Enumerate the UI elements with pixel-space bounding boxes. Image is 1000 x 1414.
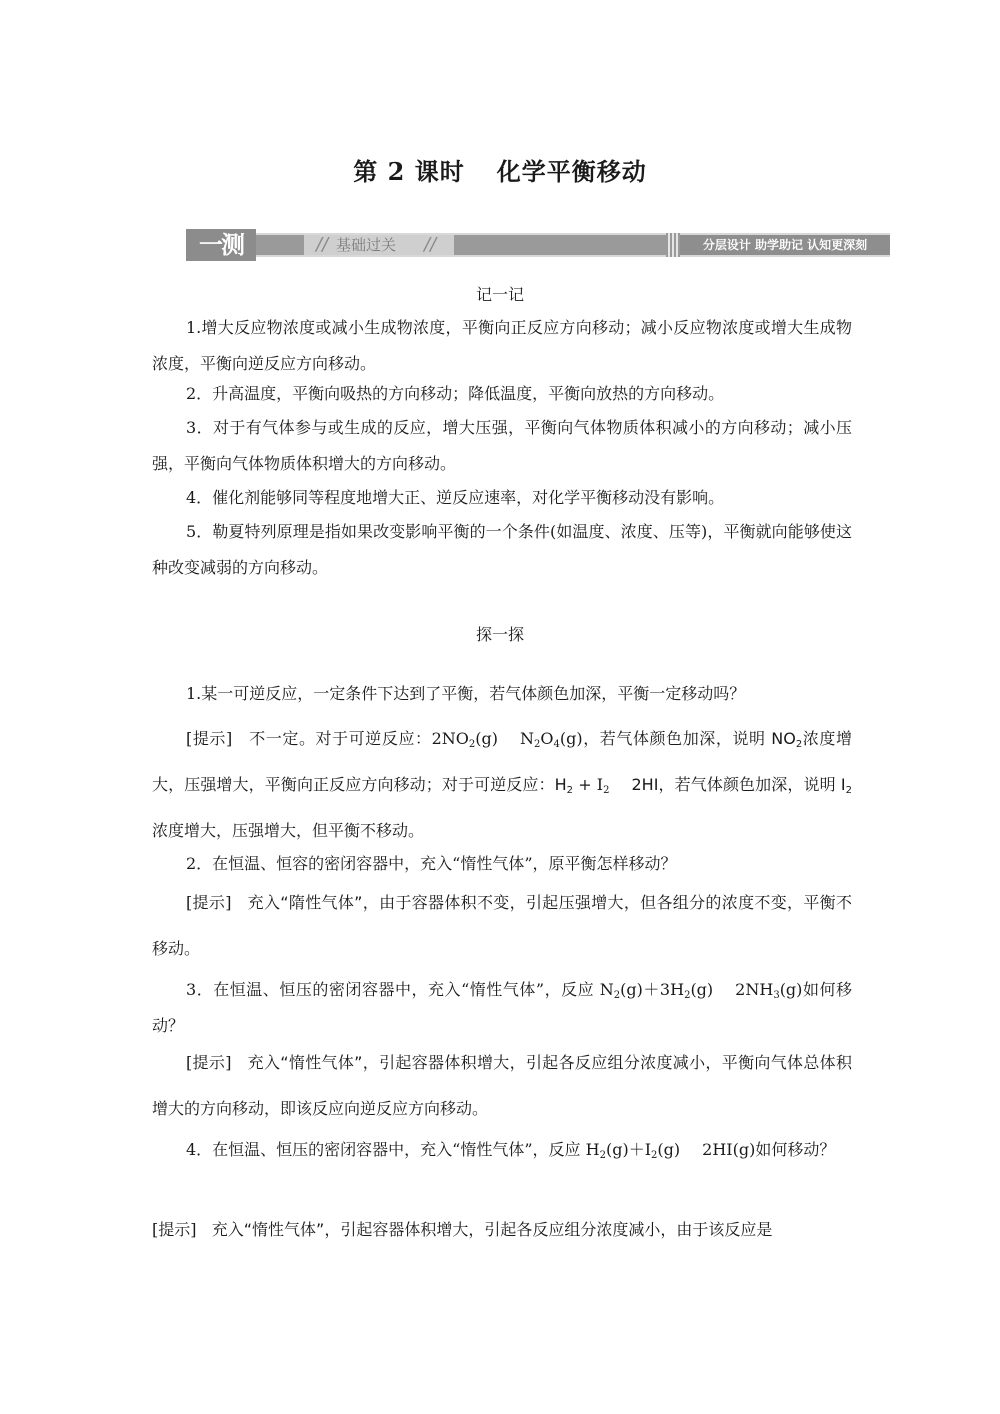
remember-heading: 记一记 [475,285,524,304]
bars-decoration-icon [666,233,680,257]
question-1: 1.某一可逆反应，一定条件下达到了平衡，若气体颜色加深，平衡一定移动吗？ [186,684,746,703]
lesson-number: 第 2 课时 [353,157,465,186]
slash-decoration-icon: // [316,234,329,255]
section-banner [186,229,890,261]
question-4: 4．在恒温、恒压的密闭容器中，充入“惰性气体”，反应 $H_2(g)+I_2(g)$ 2HI(g)如何移动？ [186,1140,836,1161]
question-2: 2．在恒温、恒容的密闭容器中，充入“惰性气体”，原平衡怎样移动？ [186,854,677,873]
page-title [0,152,1000,187]
remember-item-1: 1.增大反应物浓度或减小生成物浓度，平衡向正反应方向移动；减小反应物浓度或增大生成物浓度，平衡向逆反应方向移动。 [152,318,852,373]
remember-item-4: 4．催化剂能够同等程度地增大正、逆反应速率，对化学平衡移动没有影响。 [186,488,725,507]
explore-heading: 探一探 [475,625,524,644]
remember-item-2: 2．升高温度，平衡向吸热的方向移动；降低温度，平衡向放热的方向移动。 [186,384,725,403]
remember-item-3: 3．对于有气体参与或生成的反应，增大压强，平衡向气体物质体积减小的方向移动；减小压强，平衡向气体物质体积增大的方向移动。 [152,418,852,473]
banner-motto: 分层设计 助学助记 认知更深刻 [680,235,890,255]
hint-4: [提示] 充入“惰性气体”，引起容器体积增大，引起各反应组分浓度减小，由于该反应是 [152,1220,773,1239]
banner-section-label: 基础过关 [336,236,397,254]
hint-2: [提示] 充入“隋性气体”，由于容器体积不变，引起压强增大，但各组分的浓度不变，平衡不移动。 [152,893,852,958]
remember-item-5: 5．勒夏特列原理是指如果改变影响平衡的一个条件(如温度、浓度、压等)，平衡就向能够使这种改变减弱的方向移动。 [152,522,852,577]
lesson-topic: 化学平衡移动 [496,157,647,186]
slash-decoration-icon: // [424,234,437,255]
banner-block-label: 一测 [186,229,256,261]
hint-3: [提示] 充入“惰性气体”，引起容器体积增大，引起各反应组分浓度减小，平衡向气体总体积增大的方向移动，即该反应向逆反应方向移动。 [152,1053,852,1118]
hint-1: [提示] 不一定。对于可逆反应：$2NO_2(g)$ $N_2O_4(g)$，若气体颜色加深，说明 $NO_2$浓度增大，压强增大，平衡向正反应方向移动；对于可逆反应：$H_2 + I_2$ 2HI，若气体颜色加深，说明 $I_2$浓度增大，压强增大，但平衡不移动。 [152,729,852,840]
question-3: 3．在恒温、恒压的密闭容器中，充入“惰性气体”，反应 $N_2(g)+3H_2(g)$ $2NH_3(g)$如何移动？ [152,980,852,1035]
